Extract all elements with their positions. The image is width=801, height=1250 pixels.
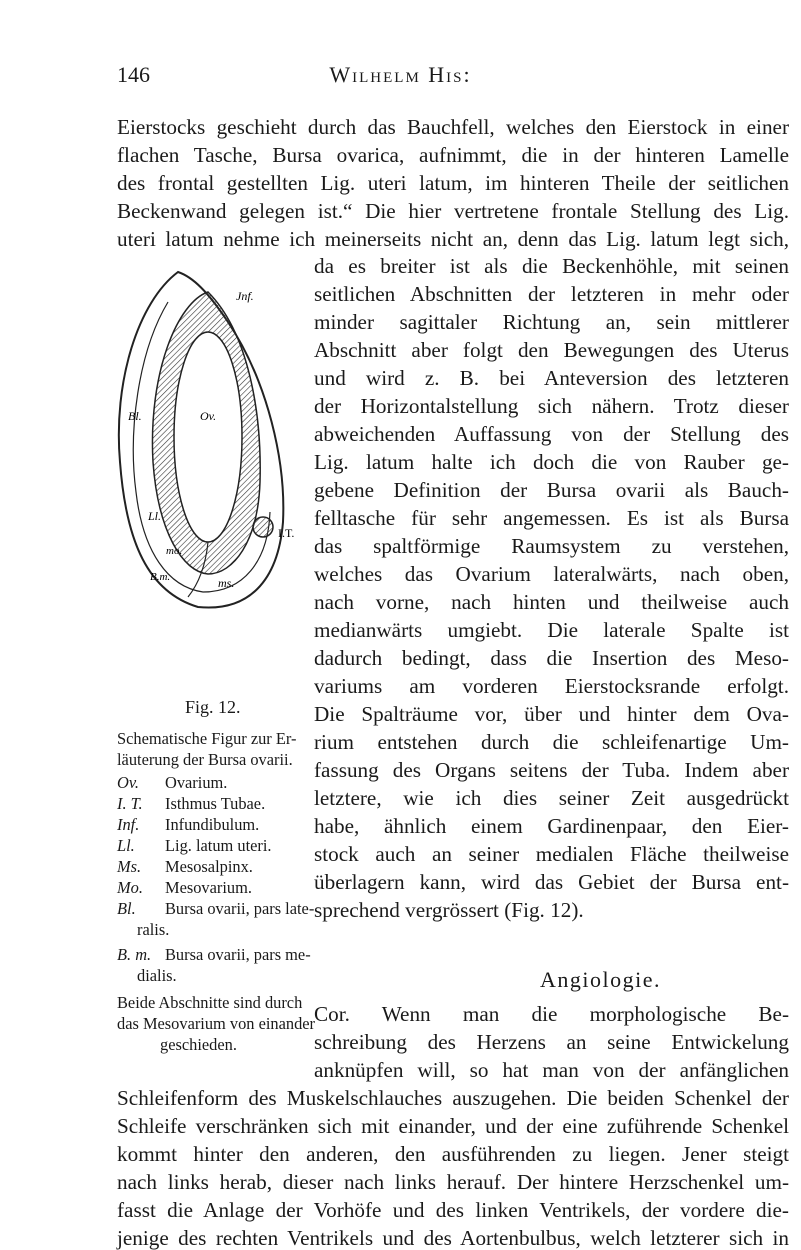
label-ov: Ov. <box>200 409 217 423</box>
text-line: des frontal gestellten Lig. uteri latum, im hinteren Theile der seitlichen <box>117 171 789 195</box>
legend-abbr: Ms. <box>117 857 142 876</box>
legend-abbr: Bl. <box>117 899 136 918</box>
label-bm: B.m. <box>150 571 171 583</box>
text-line: letztere, wie ich dies seiner Zeit ausgedrückt <box>314 786 789 810</box>
text-line: felltasche für sehr angemessen. Es ist als Bursa <box>314 506 789 530</box>
text-line: sprechend vergrössert (Fig. 12). <box>314 898 584 922</box>
label-it: I.T. <box>278 526 295 540</box>
page-header <box>0 62 801 92</box>
figure-title: Fig. 12. <box>185 697 241 717</box>
legend-abbr: Ov. <box>117 773 139 792</box>
legend-text: Bursa ovarii, pars late- <box>165 899 315 918</box>
legend-text: Isthmus Tubae. <box>165 794 266 813</box>
legend-text: ralis. <box>137 920 170 939</box>
legend-text: Lig. latum uteri. <box>165 836 272 855</box>
label-ll: Ll. <box>148 509 162 523</box>
text-line: schreibung des Herzens an seine Entwickelung <box>314 1030 789 1054</box>
text-line: Schleife verschränken sich mit einander, und der eine zuführende Schenkel <box>117 1114 789 1138</box>
label-mo: mo. <box>166 545 183 557</box>
legend-text: Mesosalpinx. <box>165 857 253 876</box>
legend-text: dialis. <box>137 966 177 985</box>
figure-note: das Mesovarium von einander <box>117 1014 316 1033</box>
ovarium <box>174 332 242 542</box>
text-line: da es breiter ist als die Beckenhöhle, mit seinen <box>314 254 789 278</box>
legend-text: Infundibulum. <box>165 815 260 834</box>
text-line: überlagern kann, wird das Gebiet der Bursa ent- <box>314 870 789 894</box>
text-line: medianwärts umgiebt. Die laterale Spalte ist <box>314 618 789 642</box>
text-line: habe, ähnlich einem Gardinenpaar, den Eier- <box>314 814 789 838</box>
legend-abbr: I. T. <box>117 794 143 813</box>
figure-note: geschieden. <box>160 1035 237 1054</box>
figure-caption: Schematische Figur zur Er- <box>117 729 297 748</box>
text-line: dadurch bedingt, dass die Insertion des Meso- <box>314 646 789 670</box>
label-ms: ms. <box>218 576 235 590</box>
text-line: fassung des Organs seitens der Tuba. Indem aber <box>314 758 789 782</box>
text-line: Beckenwand gelegen ist.“ Die hier vertretene frontale Stellung des Lig. <box>117 199 789 223</box>
text-line: nach vorne, nach hinten und theilweise auch <box>314 590 789 614</box>
legend-text: Mesovarium. <box>165 878 252 897</box>
legend-text: Ovarium. <box>165 773 228 792</box>
label-inf: Jnf. <box>236 289 254 303</box>
text-line: Abschnitt aber folgt den Bewegungen des Uterus <box>314 338 789 362</box>
label-bl: Bl. <box>128 409 142 423</box>
text-line: fasst die Anlage der Vorhöfe und des linken Ventrikels, der vordere die- <box>117 1198 789 1222</box>
text-line: gebene Definition der Bursa ovarii als Bauch- <box>314 478 789 502</box>
text-line: kommt hinter den anderen, den ausführenden zu liegen. Jener steigt <box>117 1142 789 1166</box>
text-line: rium entstehen durch die schleifenartige Um- <box>314 730 789 754</box>
text-line: Lig. latum halte ich doch die von Rauber ge- <box>314 450 789 474</box>
isthmus-tubae <box>253 517 273 537</box>
figure-note: Beide Abschnitte sind durch <box>117 993 303 1012</box>
legend-text: Bursa ovarii, pars me- <box>165 945 311 964</box>
bursa-ovarii-figure <box>108 262 308 682</box>
text-line: flachen Tasche, Bursa ovarica, aufnimmt, die in der hinteren Lamelle <box>117 143 789 167</box>
text-line: minder sagittaler Richtung an, sein mittlerer <box>314 310 789 334</box>
text-line: das spaltförmige Raumsystem zu verstehen, <box>314 534 789 558</box>
text-line: jenige des rechten Ventrikels und des Aortenbulbus, welch letzterer sich in <box>117 1226 789 1250</box>
text-line: Eierstocks geschieht durch das Bauchfell, welches den Eierstock in einer <box>117 115 789 139</box>
section-heading: Angiologie. <box>540 967 661 992</box>
legend-abbr: Ll. <box>117 836 135 855</box>
legend-abbr: B. m. <box>117 945 152 964</box>
text-line: Cor. Wenn man die morphologische Be- <box>314 1002 789 1026</box>
text-line: uteri latum nehme ich meinerseits nicht an, denn das Lig. latum legt sich, <box>117 227 789 251</box>
running-head: Wilhelm His: <box>329 62 472 87</box>
text-line: anknüpfen will, so hat man von der anfänglichen <box>314 1058 789 1082</box>
legend-abbr: Mo. <box>117 878 143 897</box>
text-line: stock auch an seiner medialen Fläche theilweise <box>314 842 789 866</box>
page-number: 146 <box>117 62 150 87</box>
legend-abbr: Inf. <box>117 815 140 834</box>
text-line: variums am vorderen Eierstocksrande erfolgt. <box>314 674 789 698</box>
text-line: abweichenden Auffassung von der Stellung des <box>314 422 789 446</box>
text-line: der Horizontalstellung sich nähern. Trotz dieser <box>314 394 789 418</box>
text-line: und wird z. B. bei Anteversion des letzteren <box>314 366 789 390</box>
figure-caption: läuterung der Bursa ovarii. <box>117 750 293 769</box>
text-line: Schleifenform des Muskelschlauches auszugehen. Die beiden Schenkel der <box>117 1086 789 1110</box>
text-line: nach links herab, dieser nach links herauf. Der hintere Herzschenkel um- <box>117 1170 789 1194</box>
text-line: Die Spalträume vor, über und hinter dem Ova- <box>314 702 789 726</box>
text-line: welches das Ovarium lateralwärts, nach oben, <box>314 562 789 586</box>
text-line: seitlichen Abschnitten der letzteren in mehr oder <box>314 282 789 306</box>
